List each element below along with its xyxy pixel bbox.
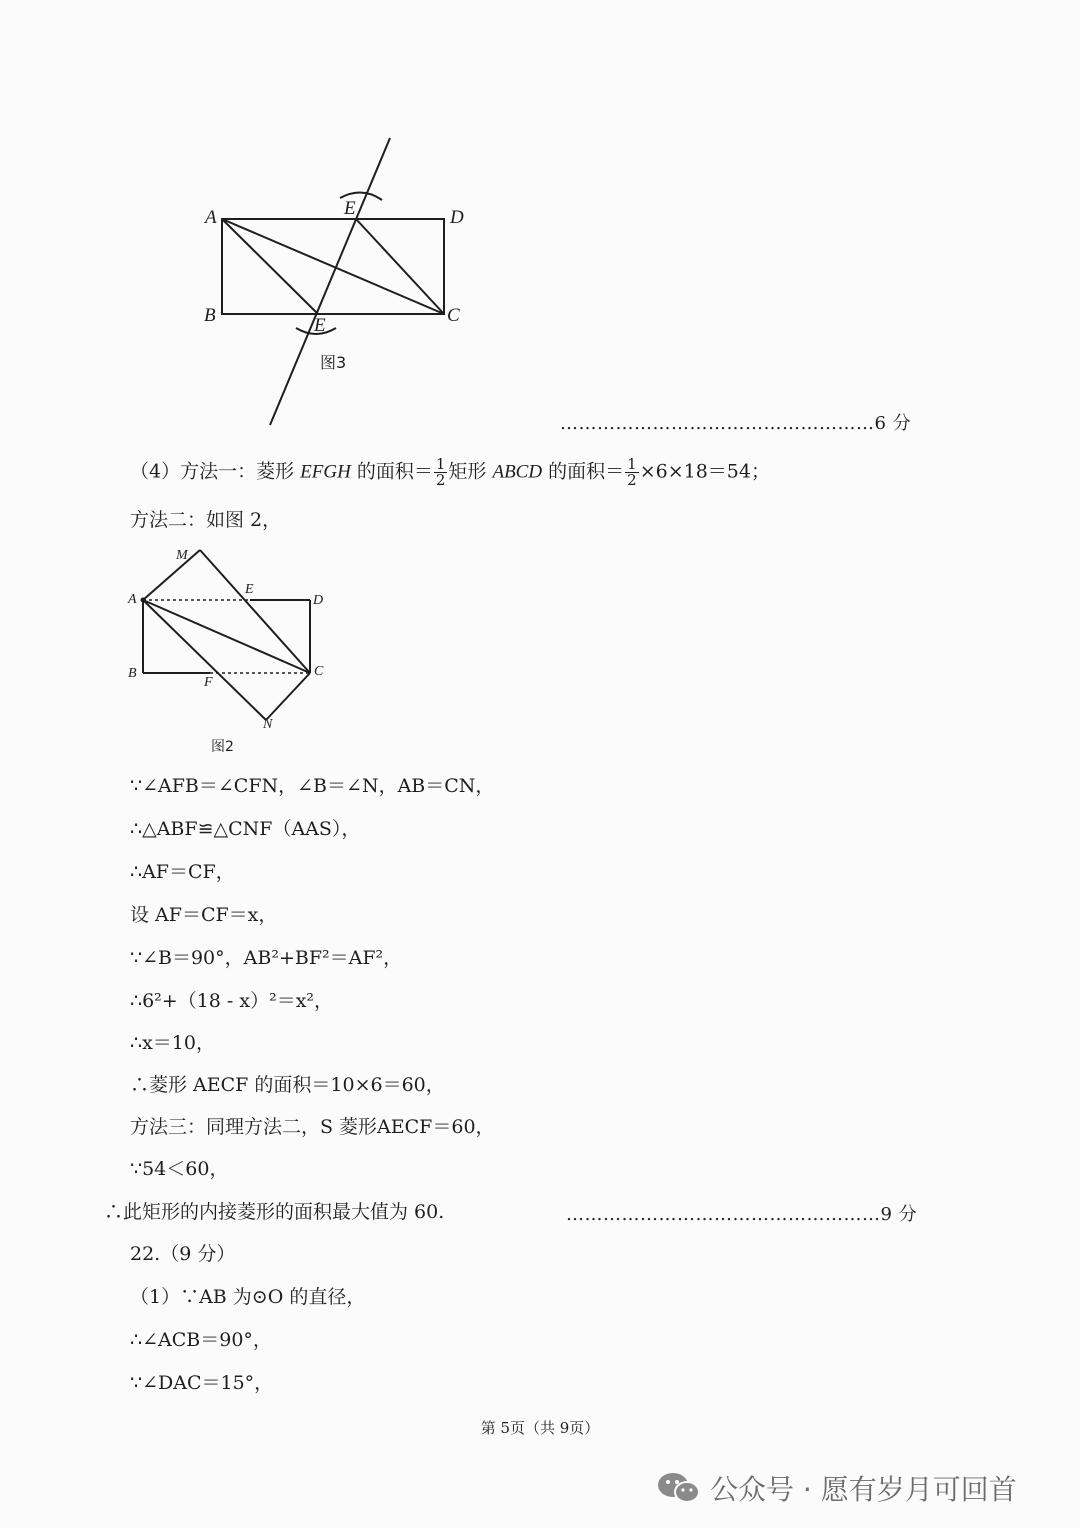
proof-step: ∴△ABF≌△CNF（AAS）， [130,818,361,840]
method-one-rect: 矩形 [448,460,487,483]
fig2-label-f: F [204,675,213,690]
q22-line-3: ∵∠DAC＝15°， [130,1372,274,1394]
fig3-label-d: D [450,207,464,228]
score-6: ……………………………………………6 分 [560,413,912,434]
proof-step: 方法三：同理方法二，S 菱形AECF＝60， [130,1116,495,1138]
fig2-caption: 图2 [211,739,234,755]
fig2-label-b: B [128,666,137,681]
watermark-text: 公众号 · 愿有岁月可回首 [710,1473,1017,1506]
abcd: ABCD [492,461,543,483]
q22-line-1: （1）∵AB 为⊙O 的直径， [130,1286,366,1308]
proof-step: ∵∠AFB＝∠CFN，∠B＝∠N，AB＝CN， [130,775,495,797]
half-fraction-2 [625,457,639,488]
proof-step: ∴菱形 AECF 的面积＝10×6＝60， [130,1074,445,1096]
method-one-mid2: 的面积＝ [548,460,625,483]
proof-step: ∴6²+（18 - x）²＝x²， [130,990,334,1012]
method-one-line [130,457,770,488]
page-footer: 第 5页（共 9页） [480,1419,600,1437]
proof-step: ∵∠B＝90°，AB²+BF²＝AF²， [130,947,403,969]
q22-header: 22.（9 分） [130,1243,236,1265]
fig2-label-d: D [313,593,324,608]
half-den-2: 2 [627,471,637,489]
conclusion: ∴此矩形的内接菱形的面积最大值为 60. [104,1201,445,1223]
half-num-2: 1 [627,455,637,473]
fig2-label-e: E [245,582,254,597]
fig3-label-f: E [314,315,326,336]
fig3-caption: 图3 [320,353,347,372]
half-num-1: 1 [435,455,446,473]
figure-2 [130,540,330,740]
fig2-label-a: A [128,592,137,607]
fig3-label-a: A [205,207,217,228]
proof-step: 设 AF＝CF＝x， [130,904,278,926]
method-two-intro: 方法二：如图 2， [130,509,282,531]
method-one-mid: 的面积＝ [356,460,433,483]
method-one-end: ×6×18＝54； [639,460,770,483]
fig3-label-e: E [344,198,356,219]
wechat-icon [656,1470,702,1506]
proof-step: ∵54＜60， [130,1158,229,1180]
fig2-label-m: M [176,548,188,563]
q22-line-2: ∴∠ACB＝90°， [130,1329,272,1351]
fig2-label-c: C [314,664,324,679]
proof-step: ∴x＝10， [130,1032,215,1054]
watermark [656,1468,1017,1508]
proof-step: ∴AF＝CF， [130,861,235,883]
efgh: EFGH [300,461,351,483]
method-one-prefix: （4）方法一：菱形 [130,460,295,483]
figure-3 [190,130,500,440]
half-fraction-1 [434,457,448,488]
score-9: ……………………………………………9 分 [566,1204,918,1225]
fig2-label-n: N [263,717,273,732]
fig3-label-b: B [204,305,216,326]
fig3-label-c: C [447,305,460,326]
half-den-1: 2 [435,471,446,489]
